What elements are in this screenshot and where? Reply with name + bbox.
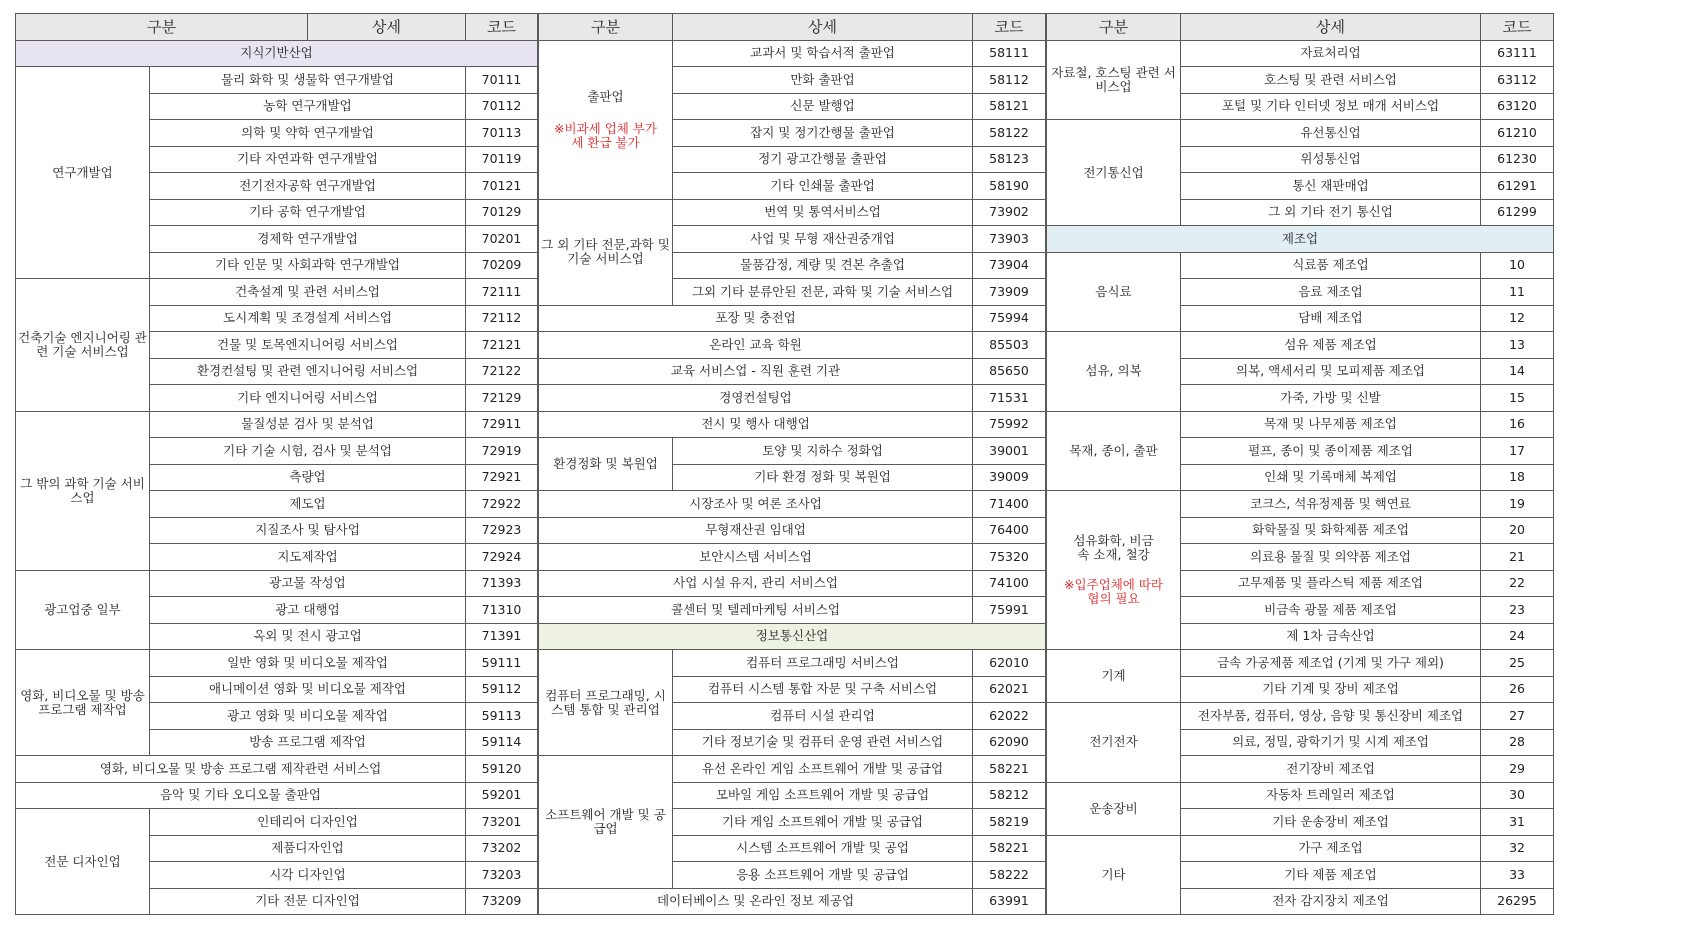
detail: 통신 재판매업 <box>1181 173 1481 200</box>
code: 70112 <box>466 93 538 120</box>
code: 26 <box>1481 676 1554 703</box>
code: 71531 <box>973 385 1046 412</box>
group-food: 음식료 <box>1047 252 1181 332</box>
code: 58190 <box>973 173 1046 200</box>
detail: 목재 및 나무제품 제조업 <box>1181 411 1481 438</box>
code: 73903 <box>973 226 1046 253</box>
detail: 비금속 광물 제품 제조업 <box>1181 597 1481 624</box>
code: 25 <box>1481 650 1554 677</box>
detail: 포장 및 충전업 <box>539 305 973 332</box>
left-table <box>15 13 538 915</box>
detail: 전기전자공학 연구개발업 <box>150 173 466 200</box>
code: 24 <box>1481 623 1554 650</box>
detail: 측량업 <box>150 464 466 491</box>
detail: 컴퓨터 시스템 통합 자문 및 구축 서비스업 <box>673 676 973 703</box>
code: 58122 <box>973 120 1046 147</box>
detail: 기타 기술 시험, 검사 및 분석업 <box>150 438 466 465</box>
code: 59114 <box>466 729 538 756</box>
detail: 응용 소프트웨어 개발 및 공급업 <box>673 862 973 889</box>
code: 70129 <box>466 199 538 226</box>
code: 15 <box>1481 385 1554 412</box>
code: 70121 <box>466 173 538 200</box>
code: 72919 <box>466 438 538 465</box>
detail: 교과서 및 학습서적 출판업 <box>673 40 973 67</box>
detail: 제품디자인업 <box>150 835 466 862</box>
detail: 사업 시설 유지, 관리 서비스업 <box>539 570 973 597</box>
group-ad: 광고업중 일부 <box>16 570 150 650</box>
group-sci: 그 밖의 과학 기술 서비스업 <box>16 411 150 570</box>
right-table <box>1046 13 1554 915</box>
detail: 음악 및 기타 오디오물 출판업 <box>16 782 466 809</box>
group-chem-label: 섬유화학, 비금속 소재, 철강 <box>1073 533 1154 562</box>
code: 58222 <box>973 862 1046 889</box>
code: 75994 <box>973 305 1046 332</box>
code: 39009 <box>973 464 1046 491</box>
detail: 지질조사 및 탐사업 <box>150 517 466 544</box>
detail: 가죽, 가방 및 신발 <box>1181 385 1481 412</box>
detail: 음료 제조업 <box>1181 279 1481 306</box>
code: 85650 <box>973 358 1046 385</box>
detail: 금속 가공제품 제조업 (기계 및 가구 제외) <box>1181 650 1481 677</box>
detail: 전시 및 행사 대행업 <box>539 411 973 438</box>
detail: 전자 감지장치 제조업 <box>1181 888 1481 915</box>
section-ict: 정보통신산업 <box>539 623 1046 650</box>
detail: 광고 대행업 <box>150 597 466 624</box>
group-rnd: 연구개발업 <box>16 67 150 279</box>
detail: 물리 화학 및 생물학 연구개발업 <box>150 67 466 94</box>
code: 75992 <box>973 411 1046 438</box>
code: 85503 <box>973 332 1046 359</box>
code: 71393 <box>466 570 538 597</box>
code: 14 <box>1481 358 1554 385</box>
pub-note: ※비과세 업체 부가세 환급 불가 <box>554 120 657 150</box>
code: 20 <box>1481 517 1554 544</box>
detail: 일반 영화 및 비디오물 제작업 <box>150 650 466 677</box>
code: 59120 <box>466 756 538 783</box>
code: 75320 <box>973 544 1046 571</box>
code: 63111 <box>1481 40 1554 67</box>
detail: 그외 기타 분류안된 전문, 과학 및 기술 서비스업 <box>673 279 973 306</box>
detail: 무형재산권 임대업 <box>539 517 973 544</box>
detail: 전기장비 제조업 <box>1181 756 1481 783</box>
code: 61299 <box>1481 199 1554 226</box>
detail: 지도제작업 <box>150 544 466 571</box>
code: 27 <box>1481 703 1554 730</box>
code: 63991 <box>973 888 1046 915</box>
detail: 의학 및 약학 연구개발업 <box>150 120 466 147</box>
code: 71400 <box>973 491 1046 518</box>
code: 10 <box>1481 252 1554 279</box>
detail: 애니메이션 영화 및 비디오물 제작업 <box>150 676 466 703</box>
detail: 물품감정, 계량 및 견본 추출업 <box>673 252 973 279</box>
detail: 제 1차 금속산업 <box>1181 623 1481 650</box>
code: 72921 <box>466 464 538 491</box>
code: 70113 <box>466 120 538 147</box>
detail: 물질성분 검사 및 분석업 <box>150 411 466 438</box>
code: 73902 <box>973 199 1046 226</box>
code: 70119 <box>466 146 538 173</box>
detail: 기타 제품 제조업 <box>1181 862 1481 889</box>
code: 76400 <box>973 517 1046 544</box>
detail: 고무제품 및 플라스틱 제품 제조업 <box>1181 570 1481 597</box>
detail: 농학 연구개발업 <box>150 93 466 120</box>
code: 72111 <box>466 279 538 306</box>
code: 73201 <box>466 809 538 836</box>
detail: 컴퓨터 프로그래밍 서비스업 <box>673 650 973 677</box>
code: 13 <box>1481 332 1554 359</box>
detail: 기타 정보기술 및 컴퓨터 운영 관련 서비스업 <box>673 729 973 756</box>
detail: 경영컨설팅업 <box>539 385 973 412</box>
detail: 경제학 연구개발업 <box>150 226 466 253</box>
detail: 환경컨설팅 및 관련 엔지니어링 서비스업 <box>150 358 466 385</box>
code: 72924 <box>466 544 538 571</box>
header-group: 구분 <box>539 14 673 41</box>
code: 72129 <box>466 385 538 412</box>
detail: 기타 게임 소프트웨어 개발 및 공급업 <box>673 809 973 836</box>
detail: 인쇄 및 기록매체 복제업 <box>1181 464 1481 491</box>
detail: 기타 환경 정화 및 복원업 <box>673 464 973 491</box>
code: 70201 <box>466 226 538 253</box>
code: 59201 <box>466 782 538 809</box>
group-data: 자료철, 호스팅 관련 서비스업 <box>1047 40 1181 120</box>
code: 62022 <box>973 703 1046 730</box>
code: 62090 <box>973 729 1046 756</box>
detail: 전자부품, 컴퓨터, 영상, 음향 및 통신장비 제조업 <box>1181 703 1481 730</box>
code: 58212 <box>973 782 1046 809</box>
detail: 잡지 및 정기간행물 출판업 <box>673 120 973 147</box>
detail: 유선통신업 <box>1181 120 1481 147</box>
code: 74100 <box>973 570 1046 597</box>
code: 23 <box>1481 597 1554 624</box>
detail: 옥외 및 전시 광고업 <box>150 623 466 650</box>
detail: 보안시스템 서비스업 <box>539 544 973 571</box>
code: 73209 <box>466 888 538 915</box>
detail: 기타 인문 및 사회과학 연구개발업 <box>150 252 466 279</box>
code: 70209 <box>466 252 538 279</box>
detail: 도시계획 및 조경설계 서비스업 <box>150 305 466 332</box>
section-knowledge: 지식기반산업 <box>16 40 538 67</box>
detail: 기타 공학 연구개발업 <box>150 199 466 226</box>
detail: 기타 기계 및 장비 제조업 <box>1181 676 1481 703</box>
header-code: 코드 <box>466 14 538 41</box>
code: 61291 <box>1481 173 1554 200</box>
detail: 위성통신업 <box>1181 146 1481 173</box>
group-etc: 기타 <box>1047 835 1181 915</box>
code: 72911 <box>466 411 538 438</box>
group-prof: 그 외 기타 전문,과학 및 기술 서비스업 <box>539 199 673 305</box>
code: 72922 <box>466 491 538 518</box>
detail: 기타 인쇄물 출판업 <box>673 173 973 200</box>
detail: 그 외 기타 전기 통신업 <box>1181 199 1481 226</box>
code: 26295 <box>1481 888 1554 915</box>
detail: 데이터베이스 및 온라인 정보 제공업 <box>539 888 973 915</box>
detail: 화학물질 및 화학제품 제조업 <box>1181 517 1481 544</box>
code: 61210 <box>1481 120 1554 147</box>
code: 73909 <box>973 279 1046 306</box>
group-transport: 운송장비 <box>1047 782 1181 835</box>
code: 73904 <box>973 252 1046 279</box>
code: 28 <box>1481 729 1554 756</box>
detail: 영화, 비디오물 및 방송 프로그램 제작관련 서비스업 <box>16 756 466 783</box>
header-code: 코드 <box>1481 14 1554 41</box>
group-computer: 컴퓨터 프로그래밍, 시스템 통합 및 관리업 <box>539 650 673 756</box>
code: 17 <box>1481 438 1554 465</box>
detail: 기타 엔지니어링 서비스업 <box>150 385 466 412</box>
detail: 광고물 작성업 <box>150 570 466 597</box>
detail: 호스팅 및 관련 서비스업 <box>1181 67 1481 94</box>
code: 58221 <box>973 835 1046 862</box>
detail: 시스템 소프트웨어 개발 및 공업 <box>673 835 973 862</box>
group-design: 전문 디자인업 <box>16 809 150 915</box>
detail: 유선 온라인 게임 소프트웨어 개발 및 공급업 <box>673 756 973 783</box>
code: 58123 <box>973 146 1046 173</box>
code: 71391 <box>466 623 538 650</box>
code: 62010 <box>973 650 1046 677</box>
detail: 광고 영화 및 비디오물 제작업 <box>150 703 466 730</box>
code: 59112 <box>466 676 538 703</box>
detail: 펄프, 종이 및 종이제품 제조업 <box>1181 438 1481 465</box>
code: 72122 <box>466 358 538 385</box>
code: 32 <box>1481 835 1554 862</box>
detail: 신문 발행업 <box>673 93 973 120</box>
code: 58112 <box>973 67 1046 94</box>
detail: 가구 제조업 <box>1181 835 1481 862</box>
header-group: 구분 <box>1047 14 1181 41</box>
detail: 자동차 트레일러 제조업 <box>1181 782 1481 809</box>
header-row <box>16 14 538 41</box>
code: 70111 <box>466 67 538 94</box>
header-group: 구분 <box>16 14 308 41</box>
header-row <box>539 14 1046 41</box>
detail: 건물 및 토목엔지니어링 서비스업 <box>150 332 466 359</box>
group-pub-label: 출판업 <box>587 88 624 104</box>
code: 58121 <box>973 93 1046 120</box>
code: 18 <box>1481 464 1554 491</box>
group-env: 환경정화 및 복원업 <box>539 438 673 491</box>
code: 58111 <box>973 40 1046 67</box>
code: 19 <box>1481 491 1554 518</box>
header-detail: 상세 <box>1181 14 1481 41</box>
industry-code-tables <box>15 13 1554 915</box>
code: 21 <box>1481 544 1554 571</box>
code: 73202 <box>466 835 538 862</box>
code: 71310 <box>466 597 538 624</box>
detail: 자료처리업 <box>1181 40 1481 67</box>
code: 16 <box>1481 411 1554 438</box>
code: 12 <box>1481 305 1554 332</box>
middle-table <box>538 13 1046 915</box>
code: 73203 <box>466 862 538 889</box>
code: 31 <box>1481 809 1554 836</box>
header-detail: 상세 <box>308 14 466 41</box>
section-mfg: 제조업 <box>1047 226 1554 253</box>
code: 72121 <box>466 332 538 359</box>
detail: 의료, 정밀, 광학기기 및 시계 제조업 <box>1181 729 1481 756</box>
header-code: 코드 <box>973 14 1046 41</box>
detail: 건축설계 및 관련 서비스업 <box>150 279 466 306</box>
detail: 모바일 게임 소프트웨어 개발 및 공급업 <box>673 782 973 809</box>
code: 62021 <box>973 676 1046 703</box>
detail: 시각 디자인업 <box>150 862 466 889</box>
detail: 방송 프로그램 제작업 <box>150 729 466 756</box>
detail: 시장조사 및 여론 조사업 <box>539 491 973 518</box>
code: 11 <box>1481 279 1554 306</box>
group-chem <box>1047 491 1181 650</box>
detail: 담배 제조업 <box>1181 305 1481 332</box>
header-detail: 상세 <box>673 14 973 41</box>
group-elec: 전기전자 <box>1047 703 1181 783</box>
detail: 식료품 제조업 <box>1181 252 1481 279</box>
code: 59113 <box>466 703 538 730</box>
group-machine: 기계 <box>1047 650 1181 703</box>
detail: 만화 출판업 <box>673 67 973 94</box>
detail: 정기 광고간행물 출판업 <box>673 146 973 173</box>
code: 22 <box>1481 570 1554 597</box>
group-arch: 건축기술 엔지니어링 관련 기술 서비스업 <box>16 279 150 412</box>
detail: 의료용 물질 및 의약품 제조업 <box>1181 544 1481 571</box>
detail: 번역 및 통역서비스업 <box>673 199 973 226</box>
group-wood: 목재, 종이, 출판 <box>1047 411 1181 491</box>
group-telecom: 전기통신업 <box>1047 120 1181 226</box>
detail: 인테리어 디자인업 <box>150 809 466 836</box>
code: 33 <box>1481 862 1554 889</box>
code: 29 <box>1481 756 1554 783</box>
detail: 기타 자연과학 연구개발업 <box>150 146 466 173</box>
detail: 코크스, 석유정제품 및 핵연료 <box>1181 491 1481 518</box>
detail: 제도업 <box>150 491 466 518</box>
detail: 교육 서비스업 - 직원 훈련 기관 <box>539 358 973 385</box>
code: 59111 <box>466 650 538 677</box>
code: 75991 <box>973 597 1046 624</box>
code: 58221 <box>973 756 1046 783</box>
detail: 사업 및 무형 재산권중개업 <box>673 226 973 253</box>
header-row <box>1047 14 1554 41</box>
group-software: 소프트웨어 개발 및 공급업 <box>539 756 673 889</box>
group-textile: 섬유, 의복 <box>1047 332 1181 412</box>
detail: 토양 및 지하수 정화업 <box>673 438 973 465</box>
detail: 콜센터 및 텔레마케팅 서비스업 <box>539 597 973 624</box>
detail: 온라인 교육 학원 <box>539 332 973 359</box>
detail: 섬유 제품 제조업 <box>1181 332 1481 359</box>
detail: 기타 전문 디자인업 <box>150 888 466 915</box>
code: 72112 <box>466 305 538 332</box>
detail: 컴퓨터 시설 관리업 <box>673 703 973 730</box>
detail: 기타 운송장비 제조업 <box>1181 809 1481 836</box>
group-pub <box>539 40 673 199</box>
chem-note: ※입주업체에 따라 협의 필요 <box>1064 577 1163 606</box>
code: 58219 <box>973 809 1046 836</box>
group-film: 영화, 비디오물 및 방송 프로그램 제작업 <box>16 650 150 756</box>
code: 63120 <box>1481 93 1554 120</box>
code: 61230 <box>1481 146 1554 173</box>
code: 30 <box>1481 782 1554 809</box>
detail: 포털 및 기타 인터넷 정보 매개 서비스업 <box>1181 93 1481 120</box>
code: 63112 <box>1481 67 1554 94</box>
detail: 의복, 액세서리 및 모피제품 제조업 <box>1181 358 1481 385</box>
code: 39001 <box>973 438 1046 465</box>
code: 72923 <box>466 517 538 544</box>
